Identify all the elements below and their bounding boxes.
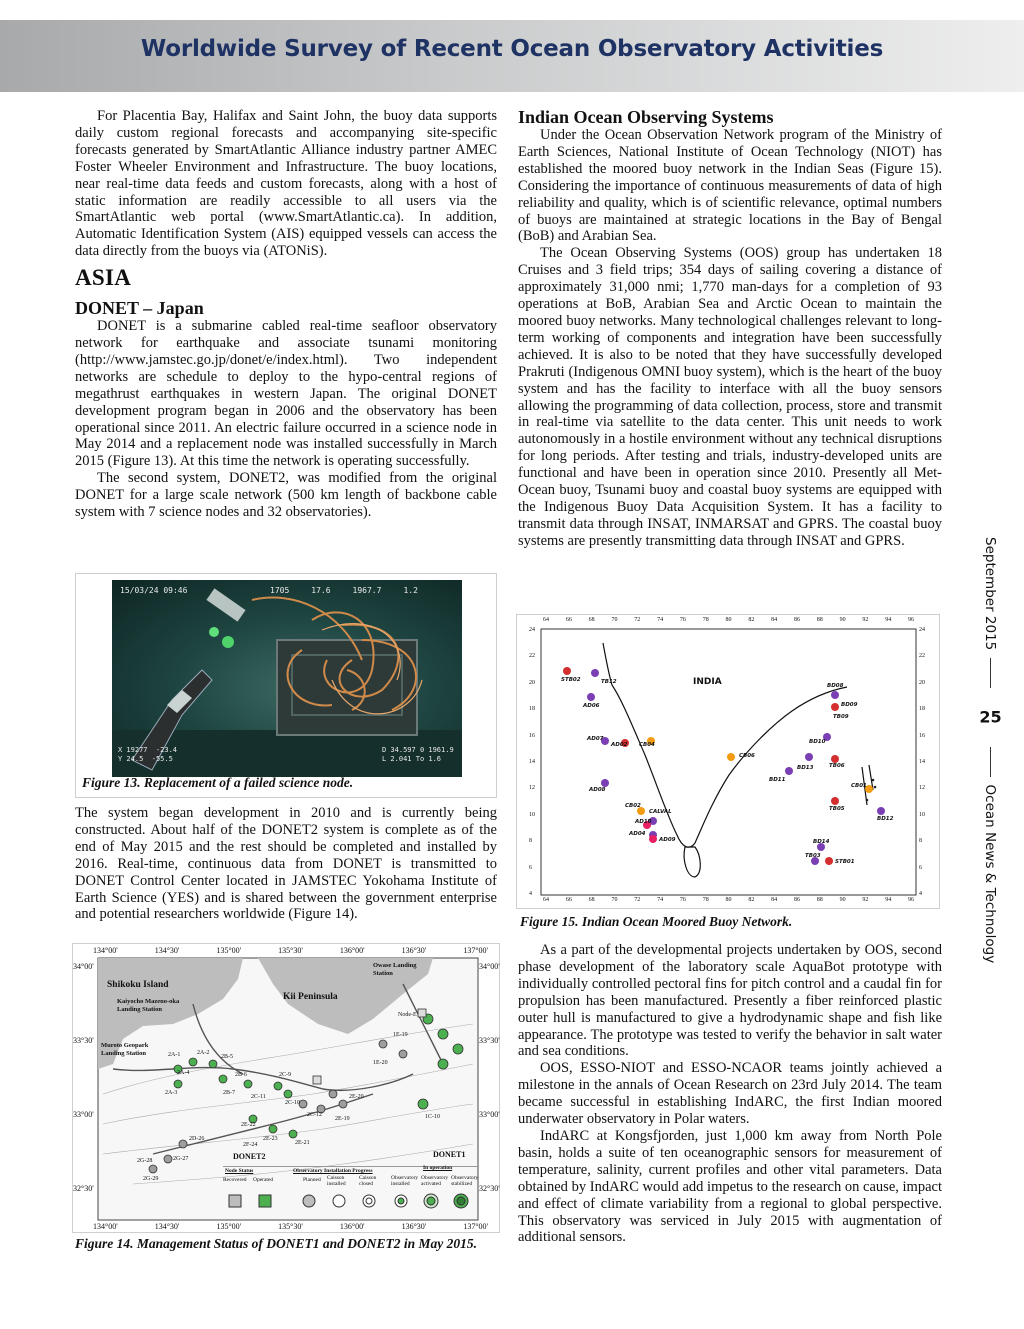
divider xyxy=(990,658,991,688)
buoy-label: TB06 xyxy=(829,763,845,769)
buoy-label: BD12 xyxy=(877,816,894,822)
figure-14-caption: Figure 14. Management Status of DONET1 and DONET2 in May 2015. xyxy=(75,1236,478,1251)
science-node-photo xyxy=(112,580,462,777)
buoy-label: BD08 xyxy=(827,683,844,689)
buoy-label: BD09 xyxy=(841,702,858,708)
node-label: 2F-24 xyxy=(243,1142,258,1148)
indian-paragraph-2: The Ocean Observing Systems (OOS) group has undertaken 18 Cruises and 3 field trips; 354 days of sailing covering a distance of approximately 31,000 nmi; 1,770 man-days for a completion of 93 operations at BoB, Arabian Sea and Arctic Ocean to maintain the moored buoy networks. Many technological challenges relevant to long-term working of components and integration have been successfully achieved. It is also to be noted that they have successfully developed Prakruti (Indigenous OMNI buoy system), which is the heart of the buoy system and has the facility to interface with all the buoy sensors allowing the programming of data collection, process, store and transmit in real-time via satellite to the data center. This unit needs to work autonomously in a hostile environment without any technical disruptions for long periods. After testing and trials, industry-developed units are functional and have been in operation since 2010. Presently all Met-Ocean buoy, Tsunami buoy and coastal buoy systems are equipped with the Indigenous Buoy Data Acquisition System. It has a facility to transmit data through INSAT, INMARSAT and GPRS. The coastal buoy systems are presently transmitting data through INSAT and GPRS. xyxy=(518,245,942,549)
photo-readout: X 19277 xyxy=(118,746,148,754)
photo-readout: -55.5 xyxy=(151,755,173,763)
lon-tick: 134°30' xyxy=(154,946,180,955)
node-label: 2A-4 xyxy=(177,1070,190,1076)
lon-tick: 135°30' xyxy=(278,946,303,955)
lon-tick: 136°30' xyxy=(401,1222,427,1231)
donet-paragraph-2: The second system, DONET2, was modified from the original DONET for a large scale network (500 km length of backbone cable system with 7 science nodes and 32 observatories). xyxy=(75,470,497,521)
photo-readout: 17.6 xyxy=(311,586,331,595)
node-label: 2E-21 xyxy=(295,1140,310,1146)
y-axis-right: 24 22 20 18 16 14 12 10 8 6 4 xyxy=(919,627,925,897)
photo-readout: 1705 xyxy=(270,586,290,595)
node-label: 2D-26 xyxy=(189,1136,205,1142)
node-label: 2B-5 xyxy=(221,1054,233,1060)
node-label: 2G-29 xyxy=(143,1176,159,1182)
y-axis-left: 24 22 20 18 16 14 12 10 8 6 4 xyxy=(529,627,535,897)
right-column xyxy=(518,108,942,550)
node-label: 2E-20 xyxy=(349,1094,364,1100)
sidebar-running-footer xyxy=(981,537,1000,963)
lat-tick: 34°00' xyxy=(479,962,500,971)
lon-tick: 135°00' xyxy=(216,946,242,955)
node-label: 2A-2 xyxy=(197,1050,210,1056)
node-label: 2G-28 xyxy=(137,1158,153,1164)
indian-paragraph-5: IndARC at Kongsfjorden, just 1,000 km away from North Pole basin, holds a suite of ten oceanographic sensors for measurement of temperature, salinity, current profiles and other vital parameters. Data obtained by IndARC would add impetus to the research on cause, impact and effect of climate variability from a regional to global perspective. This observatory was serviced in July 2015 with augmentation of additional sensors. xyxy=(518,1127,942,1246)
indian-paragraph-4: OOS, ESSO-NIOT and ESSO-NCAOR teams jointly achieved a milestone in the annals of Ocean Research on 23rd July 2014. The team became successful in establishing IndARC, the first Indian moored underwater observatory in Polar waters. xyxy=(518,1060,942,1128)
map-label-muroto: Muroto Geopark Landing Station xyxy=(101,1042,149,1057)
right-column-lower xyxy=(518,942,942,1246)
lon-tick: 137°00' xyxy=(463,946,488,955)
buoy-label: AD10 xyxy=(635,819,652,825)
node-label: 2B-7 xyxy=(223,1090,235,1096)
photo-timestamp: 15/03/24 09:46 xyxy=(120,586,188,595)
node-label: 2E-22 xyxy=(241,1122,256,1128)
figure-15-caption: Figure 15. Indian Ocean Moored Buoy Network. xyxy=(520,914,793,929)
indian-paragraph-3: As a part of the developmental projects undertaken by OOS, second phase development of the laboratory scale AquaBot prototype with individually controlled pectoral fins for pitch control and a caudal fin for propulsion has been manufactured. Presently a fiber reinforced plastic outer hull is manufactured to give a hydrodynamic shape and fish like appearance. The prototype was tested to verify the behavior in salt water and sea conditions. xyxy=(518,942,942,1060)
buoy-label: TB12 xyxy=(601,679,617,685)
map-label-donet1: DONET1 xyxy=(433,1150,466,1159)
buoy-label: CB01 xyxy=(851,783,867,789)
node-label: 2C-9 xyxy=(279,1072,291,1078)
buoy-label: AD09 xyxy=(659,837,676,843)
buoy-label: CB06 xyxy=(739,753,755,759)
buoy-label: AD04 xyxy=(629,831,646,837)
node-label: 1C-10 xyxy=(425,1114,440,1120)
buoy-label: BD11 xyxy=(769,777,786,783)
figure-13 xyxy=(75,573,497,798)
donet-heading: DONET – Japan xyxy=(75,298,204,319)
node-label: 2C-10 xyxy=(285,1100,300,1106)
lon-tick: 134°30' xyxy=(154,1222,180,1231)
x-axis-bottom: 64 66 68 70 72 74 76 78 80 82 84 86 88 90 92 94 96 xyxy=(543,897,914,903)
page-title: Worldwide Survey of Recent Ocean Observatory Activities xyxy=(140,36,884,62)
left-column-lower xyxy=(75,805,497,923)
lon-tick: 136°00' xyxy=(339,946,365,955)
buoy-label: AD02 xyxy=(611,742,628,748)
map-label-india: INDIA xyxy=(693,677,722,687)
magazine-name: Ocean News & Technology xyxy=(982,784,999,964)
lon-tick: 136°30' xyxy=(401,946,427,955)
node-label: 1E-19 xyxy=(393,1032,408,1038)
node-label: 2E-19 xyxy=(335,1116,350,1122)
indian-ocean-heading: Indian Ocean Observing Systems xyxy=(518,107,774,127)
issue-date: September 2015 xyxy=(982,537,999,651)
buoy-label: AD08 xyxy=(589,787,606,793)
node-label: 2A-1 xyxy=(168,1052,181,1058)
buoy-label: AD07 xyxy=(587,736,604,742)
buoy-label: AD06 xyxy=(583,703,600,709)
buoy-label: STB02 xyxy=(561,677,581,683)
map-label-kaiyo: Kaiyocho Mazeno-oka Landing Station xyxy=(117,998,180,1013)
node-label: 2A-3 xyxy=(165,1090,178,1096)
buoy-label: STB01 xyxy=(835,859,855,865)
lat-tick: 33°00' xyxy=(479,1110,500,1119)
node-label: 2E-23 xyxy=(263,1136,278,1142)
lon-tick: 135°30' xyxy=(278,1222,303,1231)
buoy-label: CB02 xyxy=(625,803,641,809)
donet-paragraph-3: The system began development in 2010 and is currently being constructed. About half of the DONET2 system is complete as of the end of May 2015 and the rest should be completed and installed by 2016. Real-time, continuous data from DONET is transmitted to DONET Control Center located in JAMSTEC Yokohama Institute of Earth Science (YES) and is shared between the government enterprise and potential researchers worldwide (Figure 14). xyxy=(75,805,497,923)
node-label: 2B-6 xyxy=(235,1072,247,1078)
buoy-label: BD10 xyxy=(809,739,826,745)
buoy-label: TB03 xyxy=(805,853,821,859)
node-label: 1E-20 xyxy=(373,1060,388,1066)
donet-paragraph-1: DONET is a submarine cabled real-time seafloor observatory network for earthquake and associate tsunami monitoring (http://www.jamstec.go.jp/donet/e/index.html). Two independent networks are schedule to deploy to the hypo-central regions of megathrust earthquakes in western Japan. The original DONET development program began in 2006 and the observatory has been operational since 2011. An electric failure occurred in a science node in May 2014 and a replacement node was installed successfully in March 2015 (Figure 13). At this time the network is operating successfully. xyxy=(75,318,497,470)
lat-tick: 32°30' xyxy=(479,1184,500,1193)
map-legend: Node Status Observatory Installation Progress In operation Recovered Operated Planned Caisson installed Caisson closed Observatory installed Observatory activated Observatory stabilized xyxy=(223,1166,478,1218)
indian-paragraph-1: Under the Ocean Observation Network program of the Ministry of Earth Sciences, National Institute of Ocean Technology (NIOT) has established the moored buoy network in the Indian Seas (Figure 15). Considering the importance of continuous measurements of data of high reliability and quality, which is of scientific relevance, optimal numbers of buoys are maintained at strategic locations in the Bay of Bengal (BoB) and Arabian Sea. xyxy=(518,127,942,245)
photo-readout: To 1.6 xyxy=(415,755,442,763)
lon-tick: 135°00' xyxy=(216,1222,242,1231)
photo-readout: 1967.7 xyxy=(352,586,382,595)
lon-tick: 134°00' xyxy=(93,946,118,955)
lon-tick: 134°00' xyxy=(93,1222,118,1231)
section-heading-asia: ASIA xyxy=(75,265,132,291)
map-label-shikoku: Shikoku Island xyxy=(107,980,169,990)
lat-tick: 33°00' xyxy=(73,1110,94,1119)
photo-readout: L 2.041 xyxy=(382,755,412,763)
lat-tick: 34°00' xyxy=(73,962,94,971)
lat-tick: 33°30' xyxy=(479,1036,500,1045)
buoy-label: TB05 xyxy=(829,806,845,812)
buoy-label: CB04 xyxy=(639,742,655,748)
photo-readout: -23.4 xyxy=(155,746,178,754)
figure-15 xyxy=(516,614,940,909)
lat-tick: 33°30' xyxy=(73,1036,94,1045)
buoy-label: BD13 xyxy=(797,765,814,771)
left-column xyxy=(75,108,497,521)
lon-tick: 137°00' xyxy=(463,1222,488,1231)
figure-13-caption: Figure 13. Replacement of a failed science node. xyxy=(82,775,354,790)
photo-readout: Y 24.5 xyxy=(118,755,144,763)
lat-tick: 32°30' xyxy=(73,1184,94,1193)
buoy-label: CALVAL xyxy=(649,809,672,815)
buoy-label: BD14 xyxy=(813,839,830,845)
photo-readout: 1.2 xyxy=(403,586,418,595)
lon-tick: 136°00' xyxy=(339,1222,365,1231)
photo-readout: D 34.597 xyxy=(382,746,416,754)
photo-readout: 0 1961.9 xyxy=(419,746,454,754)
page-number: 25 xyxy=(979,707,1002,727)
buoy-label: TB09 xyxy=(833,714,849,720)
map-label-owase: Owase Landing Station xyxy=(373,962,417,977)
node-label: Node-E xyxy=(398,1012,417,1018)
figure-14 xyxy=(72,943,500,1233)
intro-paragraph: For Placentia Bay, Halifax and Saint John, the buoy data supports daily custom regional forecasts and accompanying site-specific forecasts generated by SmartAtlantic Alliance industry partner AMEC Foster Wheeler Environment and Infrastructure. The buoy locations, near real-time data feeds and custom forecasts, along with a host of static information are readily accessible to all users via the SmartAtlantic web portal (www.SmartAtlantic.ca). In addition, Automatic Identification System (AIS) equipped vessels can access the data directly from the buoys via (ATONiS). xyxy=(75,108,497,260)
divider xyxy=(990,747,991,777)
node-label: 2G-27 xyxy=(173,1156,189,1162)
map-label-donet2: DONET2 xyxy=(233,1152,266,1161)
node-label: 2C-12 xyxy=(307,1112,322,1118)
map-label-kii: Kii Peninsula xyxy=(283,992,338,1002)
node-label: 2C-11 xyxy=(251,1094,266,1100)
x-axis-top: 64 66 68 70 72 74 76 78 80 82 84 86 88 90 92 94 96 xyxy=(543,617,914,623)
